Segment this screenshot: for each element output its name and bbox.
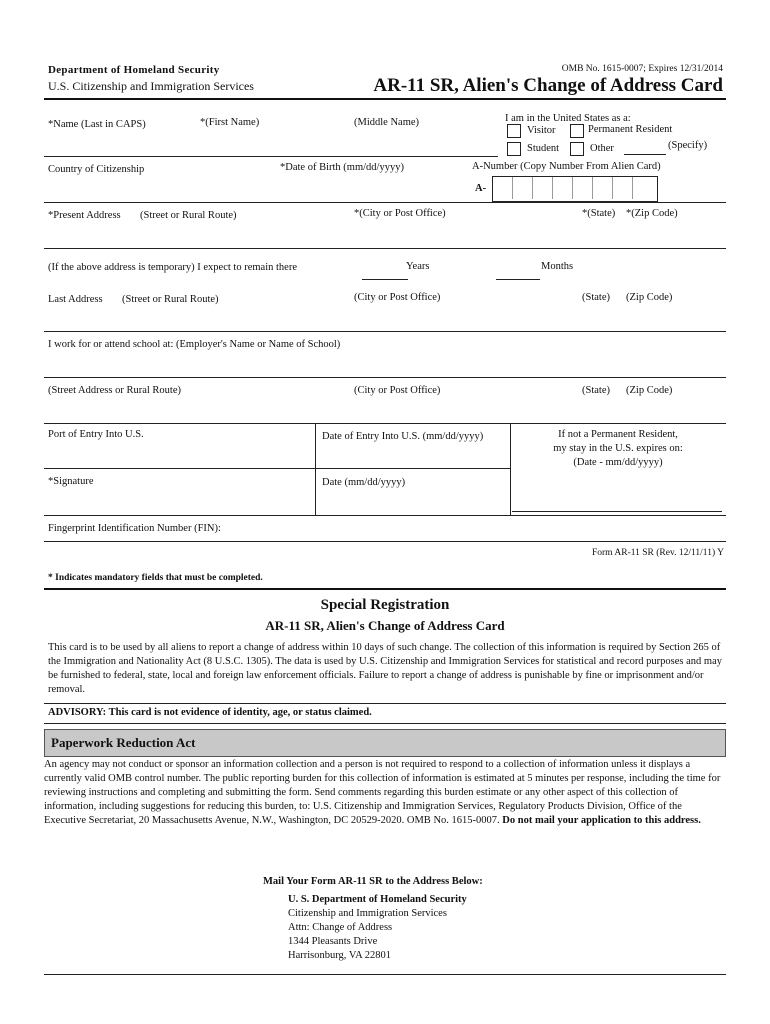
header-rule — [44, 98, 726, 100]
mail-heading: Mail Your Form AR-11 SR to the Address Below: — [263, 876, 483, 887]
years-input[interactable] — [362, 279, 408, 280]
row-divider — [44, 202, 726, 203]
form-title: AR-11 SR, Alien's Change of Address Card — [373, 75, 723, 96]
form-revision: Form AR-11 SR (Rev. 12/11/11) Y — [591, 548, 724, 558]
row-divider — [44, 423, 726, 424]
fin-label: Fingerprint Identification Number (FIN): — [48, 523, 221, 534]
student-label: Student — [527, 143, 560, 154]
other-checkbox[interactable] — [570, 142, 584, 156]
country-label: Country of Citizenship — [48, 164, 145, 175]
a-number-input[interactable] — [492, 176, 658, 202]
status-intro: I am in the United States as a: — [505, 113, 631, 124]
row-divider — [44, 377, 726, 378]
expires-input-line[interactable] — [512, 511, 722, 512]
a-number-prefix: A- — [475, 183, 487, 194]
pra-title: Paperwork Reduction Act — [51, 735, 196, 750]
permanent-resident-label: Permanent Resident — [588, 124, 673, 135]
mandatory-note: * Indicates mandatory fields that must be completed. — [48, 573, 263, 583]
row-divider — [44, 248, 726, 249]
mail-line-4: 1344 Pleasants Drive — [288, 936, 378, 947]
present-city-label: *(City or Post Office) — [354, 208, 446, 219]
name-last-label: *Name (Last in CAPS) — [48, 119, 146, 130]
last-street-label: (Street or Rural Route) — [122, 294, 219, 305]
department-name: Department of Homeland Security — [48, 64, 220, 76]
work-city-label: (City or Post Office) — [354, 385, 441, 396]
work-zip-label: (Zip Code) — [626, 385, 673, 396]
pra-text: An agency may not conduct or sponsor an information collection and a person is not required to respond to a collection of information unless it displays a currently valid OMB control number. The public reporting burden for this collection of information is estimated at 5 minutes per response, including the time for reviewing instructions and completing and submitting the form. Send comments regarding this burden estimate or any other aspect of this collection of information, including suggestions for reducing this burden, to: U.S. Citizenship and Immigration Services, Regulatory Products Division, Office of the Executive Secretariat, 20 Massachusetts Avenue, N.W., Washington, DC 20529-2020. OMB No. 1615-0007. — [44, 759, 721, 826]
months-label: Months — [541, 261, 574, 272]
last-city-label: (City or Post Office) — [354, 292, 441, 303]
port-label: Port of Entry Into U.S. — [48, 429, 144, 440]
omb-number: OMB No. 1615-0007; Expires 12/31/2014 — [561, 64, 723, 74]
mail-line-1: U. S. Department of Homeland Security — [288, 894, 467, 905]
column-divider — [315, 423, 316, 515]
pra-body — [44, 758, 726, 828]
student-checkbox[interactable] — [507, 142, 521, 156]
pra-warning: Do not mail your application to this address. — [502, 815, 701, 826]
present-street-label: (Street or Rural Route) — [140, 210, 237, 221]
signature-label: *Signature — [48, 476, 94, 487]
mail-line-2: Citizenship and Immigration Services — [288, 908, 447, 919]
mail-line-3: Attn: Change of Address — [288, 922, 393, 933]
expires-line-3: (Date - mm/dd/yyyy) — [573, 457, 663, 468]
other-label: Other — [590, 143, 614, 154]
row-divider — [44, 515, 726, 516]
work-label: I work for or attend school at: (Employer's Name or Name of School) — [48, 339, 341, 350]
info-subheading: AR-11 SR, Alien's Change of Address Card — [265, 618, 505, 633]
name-middle-label: (Middle Name) — [354, 117, 420, 128]
specify-label: (Specify) — [668, 140, 708, 151]
expires-line-2: my stay in the U.S. expires on: — [553, 443, 683, 454]
dob-label: *Date of Birth (mm/dd/yyyy) — [280, 162, 404, 173]
visitor-checkbox[interactable] — [507, 124, 521, 138]
row-divider — [44, 156, 498, 157]
permanent-resident-checkbox[interactable] — [570, 124, 584, 138]
last-state-label: (State) — [582, 292, 610, 303]
date-label: Date (mm/dd/yyyy) — [322, 477, 406, 488]
expires-line-1: If not a Permanent Resident, — [558, 429, 678, 440]
visitor-label: Visitor — [527, 125, 556, 136]
work-street-label: (Street Address or Rural Route) — [48, 385, 181, 396]
work-state-label: (State) — [582, 385, 610, 396]
row-divider — [44, 541, 726, 542]
mail-line-5: Harrisonburg, VA 22801 — [288, 950, 391, 961]
row-divider — [44, 468, 510, 469]
last-zip-label: (Zip Code) — [626, 292, 673, 303]
months-input[interactable] — [496, 279, 540, 280]
years-label: Years — [406, 261, 430, 272]
a-number-label: A-Number (Copy Number From Alien Card) — [472, 161, 661, 172]
advisory-rule — [44, 703, 726, 704]
row-divider — [44, 331, 726, 332]
footer-rule — [44, 974, 726, 975]
present-state-label: *(State) — [582, 208, 616, 219]
info-heading: Special Registration — [320, 597, 450, 613]
name-first-label: *(First Name) — [200, 117, 260, 128]
advisory-rule — [44, 723, 726, 724]
present-address-label: *Present Address — [48, 210, 121, 221]
advisory: ADVISORY: This card is not evidence of identity, age, or status claimed. — [48, 707, 372, 718]
section-rule — [44, 588, 726, 590]
info-body: This card is to be used by all aliens to report a change of address within 10 days of such change. The collection of this information is required by Section 265 of the Immigration and Nationality Act (8 U.S.C. 1305). The data is used by U.S. Citizenship and Immigration Services for statistical and record purposes and may be furnished to federal, state, local and foreign law enforcement officials. Failure to report a change of address is punishable by fine or imprisonment and/or removal. — [48, 642, 723, 695]
temporary-label: (If the above address is temporary) I expect to remain there — [48, 262, 297, 273]
specify-line[interactable] — [624, 154, 666, 155]
pra-banner — [44, 729, 726, 757]
present-zip-label: *(Zip Code) — [626, 208, 678, 219]
entry-date-label: Date of Entry Into U.S. (mm/dd/yyyy) — [322, 431, 484, 442]
agency-name: U.S. Citizenship and Immigration Services — [48, 79, 254, 93]
last-address-label: Last Address — [48, 294, 103, 305]
